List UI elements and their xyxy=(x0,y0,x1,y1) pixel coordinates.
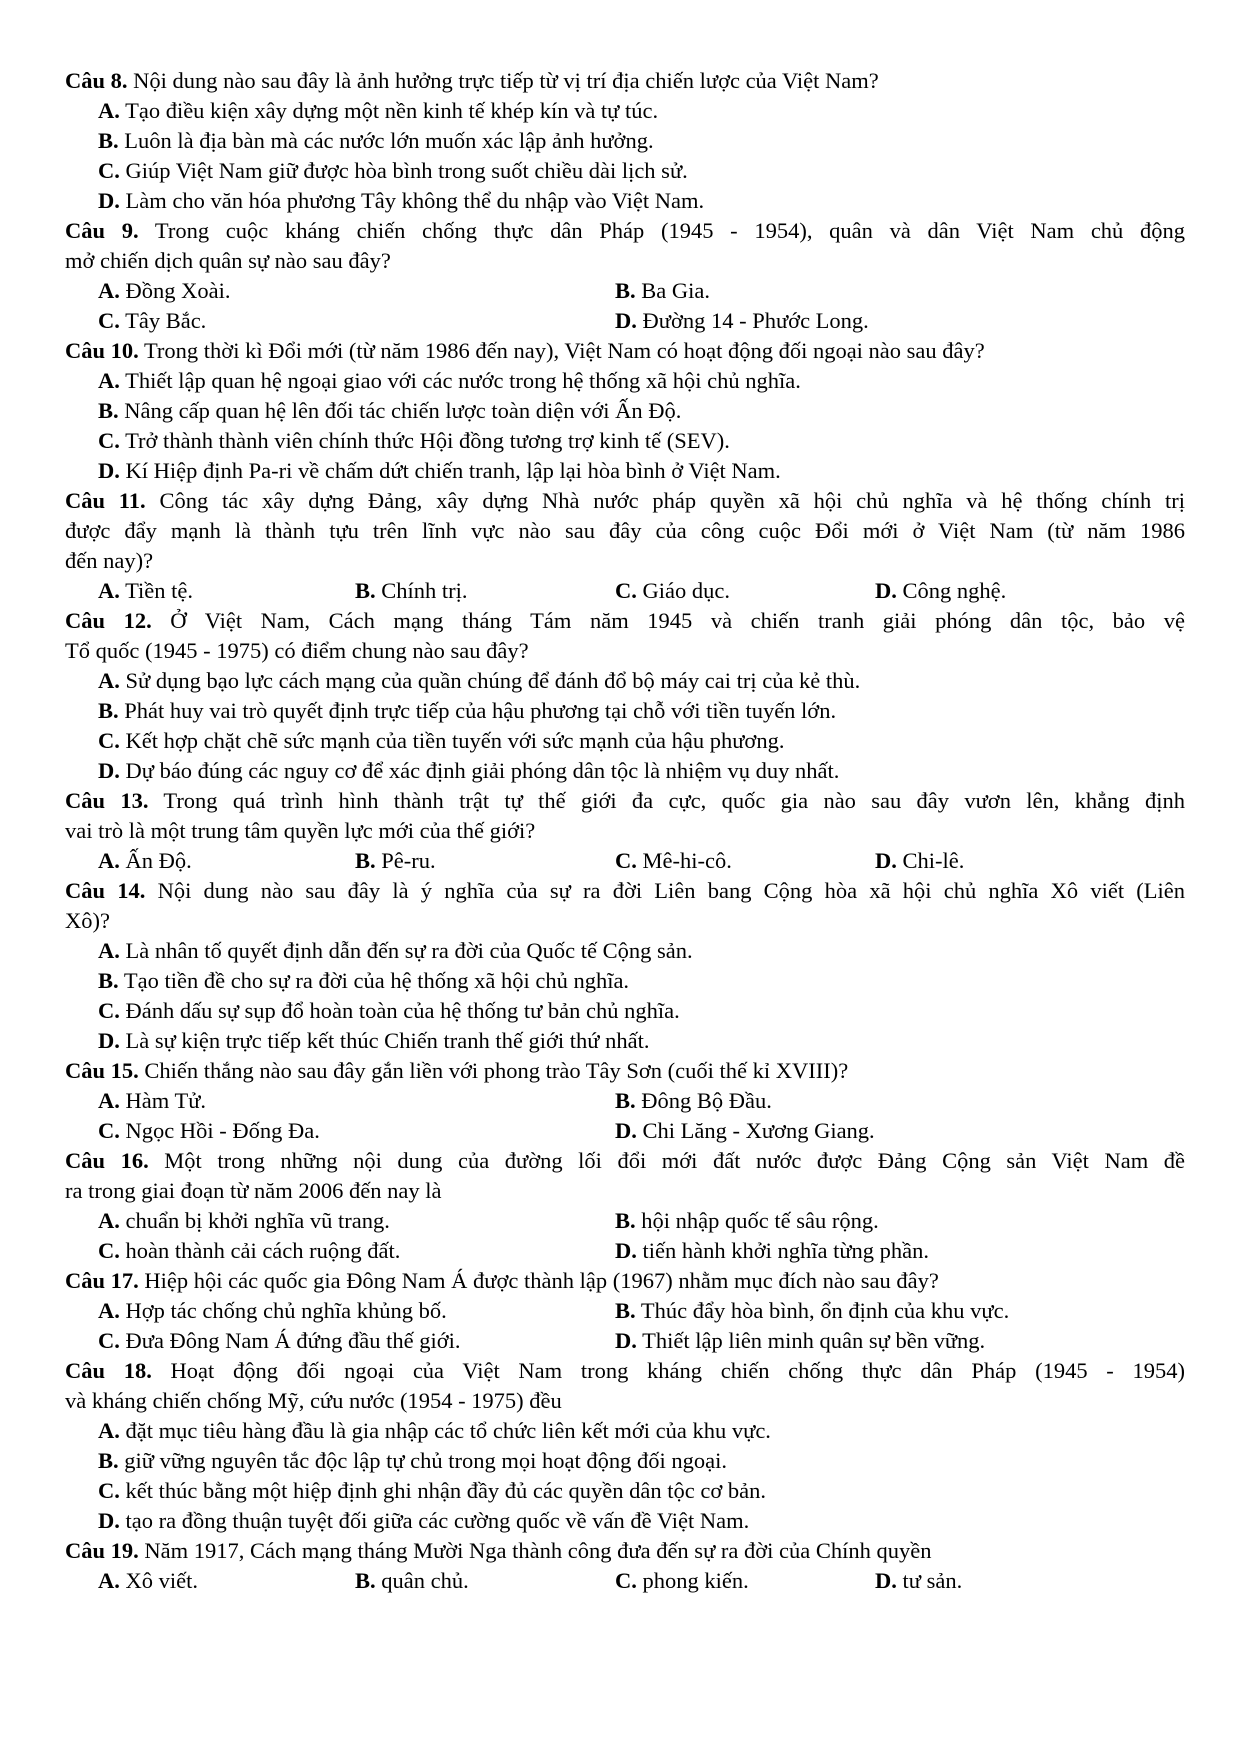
question-18-option-a xyxy=(98,1416,771,1446)
option-label: D. xyxy=(615,1118,637,1143)
option-text: Kí Hiệp định Pa-ri về chấm dứt chiến tranh, lập lại hòa bình ở Việt Nam. xyxy=(119,458,781,483)
option-text: Trở thành thành viên chính thức Hội đồng tương trợ kinh tế (SEV). xyxy=(119,428,730,453)
question-13-option-a xyxy=(98,846,192,876)
question-16-option-a xyxy=(98,1206,390,1236)
option-text: Đường 14 - Phước Long. xyxy=(636,308,869,333)
option-text: Hàm Tử. xyxy=(119,1088,207,1113)
option-label: B. xyxy=(98,1448,119,1473)
option-label: C. xyxy=(98,1238,120,1263)
option-text: Chi-lê. xyxy=(896,848,965,873)
option-label: A. xyxy=(98,1418,120,1443)
question-15-stem-line xyxy=(65,1056,1185,1086)
question-11-option-b xyxy=(355,576,468,606)
option-text: kết thúc bằng một hiệp định ghi nhận đầy đủ các quyền dân tộc cơ bản. xyxy=(119,1478,766,1503)
option-label: D. xyxy=(615,1238,637,1263)
option-text: Phát huy vai trò quyết định trực tiếp của hậu phương tại chỗ với tiền tuyến lớn. xyxy=(118,698,837,723)
option-label: A. xyxy=(98,98,120,123)
question-12-stem-line xyxy=(65,606,1185,636)
option-text: Chính trị. xyxy=(375,578,468,603)
option-text: Đông Bộ Đầu. xyxy=(635,1088,772,1113)
question-13-option-c xyxy=(615,846,732,876)
option-text: tiến hành khởi nghĩa từng phần. xyxy=(636,1238,930,1263)
option-label: C. xyxy=(615,578,637,603)
question-11-stem-line xyxy=(65,546,1185,576)
question-16-stem-line xyxy=(65,1146,1185,1176)
question-16-label: Câu 16. xyxy=(65,1148,149,1173)
option-label: C. xyxy=(615,848,637,873)
question-8-option-a xyxy=(98,96,658,126)
question-10-option-d xyxy=(98,456,781,486)
question-9-option-b xyxy=(615,276,710,306)
option-text: Công nghệ. xyxy=(896,578,1007,603)
option-text: hoàn thành cải cách ruộng đất. xyxy=(119,1238,401,1263)
option-label: B. xyxy=(355,1568,376,1593)
option-text: Luôn là địa bàn mà các nước lớn muốn xác lập ảnh hưởng. xyxy=(118,128,654,153)
question-16-stem-line xyxy=(65,1176,1185,1206)
question-9-option-a xyxy=(98,276,231,306)
option-text: Ngọc Hồi - Đống Đa. xyxy=(119,1118,320,1143)
option-label: B. xyxy=(615,1208,636,1233)
option-label: B. xyxy=(615,1298,636,1323)
question-14-option-b xyxy=(98,966,629,996)
question-14-option-d xyxy=(98,1026,649,1056)
option-label: A. xyxy=(98,578,120,603)
question-14-option-c xyxy=(98,996,680,1026)
question-11-label: Câu 11. xyxy=(65,488,146,513)
option-label: B. xyxy=(98,128,119,153)
option-label: B. xyxy=(615,278,636,303)
question-19-option-a xyxy=(98,1566,198,1596)
question-15-label: Câu 15. xyxy=(65,1058,139,1083)
option-label: C. xyxy=(98,1118,120,1143)
option-label: A. xyxy=(98,848,120,873)
question-11-text: Công tác xây dựng Đảng, xây dựng Nhà nước pháp quyền xã hội chủ nghĩa và hệ thống chính trị xyxy=(145,488,1185,513)
option-text: hội nhập quốc tế sâu rộng. xyxy=(635,1208,879,1233)
question-12-text: Tổ quốc (1945 - 1975) có điểm chung nào sau đây? xyxy=(65,638,529,663)
question-15-option-c xyxy=(98,1116,320,1146)
question-9-stem-line xyxy=(65,216,1185,246)
question-10-option-b xyxy=(98,396,681,426)
question-18-stem-line xyxy=(65,1386,1185,1416)
option-label: C. xyxy=(615,1568,637,1593)
question-18-option-c xyxy=(98,1476,766,1506)
option-text: Ấn Độ. xyxy=(119,848,192,873)
option-text: Tây Bắc. xyxy=(119,308,207,333)
question-16-text: Một trong những nội dung của đường lối đổi mới đất nước được Đảng Cộng sản Việt Nam đề xyxy=(148,1148,1185,1173)
option-text: tư sản. xyxy=(896,1568,963,1593)
option-text: đặt mục tiêu hàng đầu là gia nhập các tổ chức liên kết mới của khu vực. xyxy=(119,1418,771,1443)
question-17-option-a xyxy=(98,1296,447,1326)
question-12-label: Câu 12. xyxy=(65,608,152,633)
option-text: Sử dụng bạo lực cách mạng của quần chúng để đánh đổ bộ máy cai trị của kẻ thù. xyxy=(119,668,861,693)
option-text: Giáo dục. xyxy=(636,578,730,603)
option-text: Giúp Việt Nam giữ được hòa bình trong suốt chiều dài lịch sử. xyxy=(119,158,688,183)
question-13-option-d xyxy=(875,846,964,876)
question-18-stem-line xyxy=(65,1356,1185,1386)
question-17-stem-line xyxy=(65,1266,1185,1296)
option-text: tạo ra đồng thuận tuyệt đối giữa các cường quốc về vấn đề Việt Nam. xyxy=(119,1508,750,1533)
question-14-label: Câu 14. xyxy=(65,878,146,903)
option-label: B. xyxy=(355,848,376,873)
option-label: C. xyxy=(98,728,120,753)
question-14-stem-line xyxy=(65,906,1185,936)
option-text: Xô viết. xyxy=(119,1568,198,1593)
option-label: B. xyxy=(98,968,119,993)
option-label: D. xyxy=(98,1508,120,1533)
option-text: Tạo tiền đề cho sự ra đời của hệ thống xã hội chủ nghĩa. xyxy=(118,968,630,993)
question-11-option-d xyxy=(875,576,1006,606)
question-11-text: được đẩy mạnh là thành tựu trên lĩnh vực nào sau đây của công cuộc Đổi mới ở Việt Nam (từ năm 1986 xyxy=(65,518,1185,543)
option-label: A. xyxy=(98,1568,120,1593)
option-label: A. xyxy=(98,668,120,693)
question-19-option-d xyxy=(875,1566,962,1596)
option-label: C. xyxy=(98,998,120,1023)
question-8-text: Nội dung nào sau đây là ảnh hưởng trực tiếp từ vị trí địa chiến lược của Việt Nam? xyxy=(127,68,879,93)
option-label: D. xyxy=(98,758,120,783)
question-15-option-b xyxy=(615,1086,772,1116)
question-13-stem-line xyxy=(65,816,1185,846)
option-text: Tiền tệ. xyxy=(119,578,194,603)
option-text: Hợp tác chống chủ nghĩa khủng bố. xyxy=(119,1298,447,1323)
question-16-option-b xyxy=(615,1206,879,1236)
option-label: A. xyxy=(98,1298,120,1323)
option-text: Pê-ru. xyxy=(375,848,436,873)
question-12-text: Ở Việt Nam, Cách mạng tháng Tám năm 1945 và chiến tranh giải phóng dân tộc, bảo vệ xyxy=(151,608,1185,633)
option-label: A. xyxy=(98,938,120,963)
option-text: Đánh dấu sự sụp đổ hoàn toàn của hệ thống tư bản chủ nghĩa. xyxy=(119,998,680,1023)
question-17-option-b xyxy=(615,1296,1009,1326)
question-12-option-b xyxy=(98,696,836,726)
option-text: chuẩn bị khởi nghĩa vũ trang. xyxy=(119,1208,390,1233)
question-15-option-a xyxy=(98,1086,206,1116)
question-16-option-d xyxy=(615,1236,929,1266)
question-9-text: mở chiến dịch quân sự nào sau đây? xyxy=(65,248,391,273)
option-label: D. xyxy=(98,458,120,483)
question-11-option-c xyxy=(615,576,730,606)
option-label: D. xyxy=(98,188,120,213)
question-12-option-a xyxy=(98,666,860,696)
option-text: Đồng Xoài. xyxy=(119,278,231,303)
question-10-label: Câu 10. xyxy=(65,338,139,363)
question-9-label: Câu 9. xyxy=(65,218,139,243)
option-text: Mê-hi-cô. xyxy=(636,848,732,873)
question-11-text: đến nay)? xyxy=(65,548,154,573)
question-13-stem-line xyxy=(65,786,1185,816)
question-18-text: Hoạt động đối ngoại của Việt Nam trong kháng chiến chống thực dân Pháp (1945 - 1954) xyxy=(151,1358,1185,1383)
option-label: D. xyxy=(98,1028,120,1053)
option-label: D. xyxy=(875,578,897,603)
question-8-stem-line xyxy=(65,66,1185,96)
option-text: Chi Lăng - Xương Giang. xyxy=(636,1118,875,1143)
option-text: Thiết lập quan hệ ngoại giao với các nước trong hệ thống xã hội chủ nghĩa. xyxy=(119,368,801,393)
question-19-text: Năm 1917, Cách mạng tháng Mười Nga thành công đưa đến sự ra đời của Chính quyền xyxy=(138,1538,932,1563)
option-label: A. xyxy=(98,1208,120,1233)
option-text: quân chủ. xyxy=(375,1568,469,1593)
question-15-text: Chiến thắng nào sau đây gắn liền với phong trào Tây Sơn (cuối thế kỉ XVIII)? xyxy=(138,1058,849,1083)
question-17-label: Câu 17. xyxy=(65,1268,139,1293)
question-11-stem-line xyxy=(65,516,1185,546)
option-label: B. xyxy=(98,698,119,723)
option-label: C. xyxy=(98,308,120,333)
option-label: D. xyxy=(615,308,637,333)
question-10-stem-line xyxy=(65,336,1185,366)
question-9-text: Trong cuộc kháng chiến chống thực dân Pháp (1945 - 1954), quân và dân Việt Nam chủ động xyxy=(138,218,1185,243)
option-label: A. xyxy=(98,368,120,393)
question-19-stem-line xyxy=(65,1536,1185,1566)
option-text: Ba Gia. xyxy=(635,278,710,303)
option-text: giữ vững nguyên tắc độc lập tự chủ trong mọi hoạt động đối ngoại. xyxy=(118,1448,727,1473)
option-text: Làm cho văn hóa phương Tây không thể du nhập vào Việt Nam. xyxy=(119,188,705,213)
question-18-label: Câu 18. xyxy=(65,1358,152,1383)
question-9-option-d xyxy=(615,306,869,336)
question-9-option-c xyxy=(98,306,206,336)
question-10-option-c xyxy=(98,426,730,456)
question-17-option-d xyxy=(615,1326,985,1356)
question-12-option-d xyxy=(98,756,839,786)
question-11-option-a xyxy=(98,576,193,606)
question-8-label: Câu 8. xyxy=(65,68,128,93)
question-16-text: ra trong giai đoạn từ năm 2006 đến nay là xyxy=(65,1178,442,1203)
question-11-stem-line xyxy=(65,486,1185,516)
question-13-label: Câu 13. xyxy=(65,788,149,813)
question-18-option-b xyxy=(98,1446,727,1476)
question-14-text: Nội dung nào sau đây là ý nghĩa của sự ra đời Liên bang Cộng hòa xã hội chủ nghĩa Xô viết (Liên xyxy=(145,878,1186,903)
question-9-stem-line xyxy=(65,246,1185,276)
question-14-text: Xô)? xyxy=(65,908,110,933)
option-label: A. xyxy=(98,278,120,303)
question-15-option-d xyxy=(615,1116,875,1146)
option-label: D. xyxy=(875,1568,897,1593)
option-text: Tạo điều kiện xây dựng một nền kinh tế khép kín và tự túc. xyxy=(119,98,659,123)
question-12-stem-line xyxy=(65,636,1185,666)
question-8-option-c xyxy=(98,156,688,186)
question-19-option-b xyxy=(355,1566,469,1596)
question-13-text: Trong quá trình hình thành trật tự thế giới đa cực, quốc gia nào sau đây vươn lên, khẳng định xyxy=(148,788,1185,813)
option-text: Nâng cấp quan hệ lên đối tác chiến lược toàn diện với Ấn Độ. xyxy=(118,398,682,423)
question-18-text: và kháng chiến chống Mỹ, cứu nước (1954 - 1975) đều xyxy=(65,1388,562,1413)
question-8-option-b xyxy=(98,126,654,156)
option-label: D. xyxy=(875,848,897,873)
option-label: C. xyxy=(98,1328,120,1353)
question-10-text: Trong thời kì Đổi mới (từ năm 1986 đến nay), Việt Nam có hoạt động đối ngoại nào sau đây? xyxy=(138,338,985,363)
option-label: B. xyxy=(98,398,119,423)
option-label: A. xyxy=(98,1088,120,1113)
option-text: phong kiến. xyxy=(636,1568,749,1593)
question-12-option-c xyxy=(98,726,784,756)
question-19-option-c xyxy=(615,1566,749,1596)
option-text: Dự báo đúng các nguy cơ để xác định giải phóng dân tộc là nhiệm vụ duy nhất. xyxy=(119,758,840,783)
option-label: B. xyxy=(355,578,376,603)
question-10-option-a xyxy=(98,366,801,396)
question-14-stem-line xyxy=(65,876,1185,906)
option-label: C. xyxy=(98,158,120,183)
question-18-option-d xyxy=(98,1506,749,1536)
option-text: Là sự kiện trực tiếp kết thúc Chiến tranh thế giới thứ nhất. xyxy=(119,1028,650,1053)
option-label: B. xyxy=(615,1088,636,1113)
option-label: C. xyxy=(98,1478,120,1503)
option-label: D. xyxy=(615,1328,637,1353)
question-8-option-d xyxy=(98,186,704,216)
option-text: Thiết lập liên minh quân sự bền vững. xyxy=(636,1328,986,1353)
option-text: Đưa Đông Nam Á đứng đầu thế giới. xyxy=(119,1328,461,1353)
question-16-option-c xyxy=(98,1236,400,1266)
question-17-option-c xyxy=(98,1326,460,1356)
question-14-option-a xyxy=(98,936,693,966)
question-17-text: Hiệp hội các quốc gia Đông Nam Á được thành lập (1967) nhằm mục đích nào sau đây? xyxy=(138,1268,939,1293)
question-19-label: Câu 19. xyxy=(65,1538,139,1563)
option-text: Là nhân tố quyết định dẫn đến sự ra đời của Quốc tế Cộng sản. xyxy=(119,938,693,963)
option-text: Kết hợp chặt chẽ sức mạnh của tiền tuyến với sức mạnh của hậu phương. xyxy=(119,728,785,753)
question-13-text: vai trò là một trung tâm quyền lực mới của thế giới? xyxy=(65,818,536,843)
question-13-option-b xyxy=(355,846,436,876)
option-text: Thúc đẩy hòa bình, ổn định của khu vực. xyxy=(635,1298,1010,1323)
option-label: C. xyxy=(98,428,120,453)
